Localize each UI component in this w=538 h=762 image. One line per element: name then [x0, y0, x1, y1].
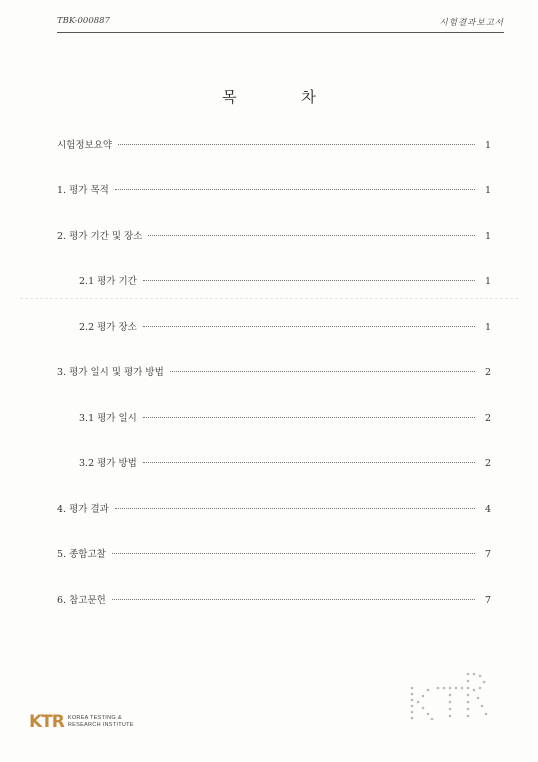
toc-entry-page: 7	[484, 595, 491, 606]
toc-entry-page: 2	[484, 458, 491, 469]
toc-leader-dots	[118, 144, 475, 145]
toc-entry-page: 2	[484, 367, 491, 378]
ktr-watermark-text: KTR	[408, 668, 411, 669]
toc-entry-page: 2	[484, 413, 491, 424]
document-type: 시험결과보고서	[439, 18, 504, 28]
scan-artifact-line	[20, 298, 518, 299]
toc-entry	[79, 410, 491, 424]
ktr-logo-line2: RESEARCH INSTITUTE	[67, 722, 134, 728]
toc-entry-label: 시험정보요약	[57, 140, 113, 151]
toc-leader-dots	[143, 417, 475, 418]
toc-entry-page: 1	[484, 276, 491, 287]
toc-entry	[57, 137, 491, 151]
toc-leader-dots	[115, 508, 475, 509]
toc-entry-page: 1	[484, 140, 491, 151]
toc-entry-label: 2. 평가 기간 및 장소	[57, 231, 143, 242]
toc-entry-page: 1	[484, 231, 491, 242]
document-id: TBK-000887	[57, 16, 110, 26]
ktr-logo-line1: KOREA TESTING &	[67, 715, 122, 721]
page-title: 목 차	[222, 88, 346, 106]
toc-entry	[79, 319, 491, 333]
toc-leader-dots	[148, 235, 475, 236]
toc-leader-dots	[170, 371, 475, 372]
toc-leader-dots	[115, 189, 475, 190]
toc-entry-page: 7	[484, 549, 491, 560]
toc-entry-label: 5. 종합고찰	[57, 549, 106, 560]
toc-leader-dots	[112, 599, 475, 600]
toc-entry-label: 6. 참고문헌	[57, 595, 106, 606]
toc-entry-label: 3. 평가 일시 및 평가 방법	[57, 367, 164, 378]
toc-entry	[79, 273, 491, 287]
ktr-logo	[29, 712, 134, 732]
toc-entry	[57, 546, 491, 560]
ktr-logo-mark: KTR	[29, 712, 64, 732]
toc-entry	[57, 182, 491, 196]
toc-leader-dots	[143, 326, 475, 327]
toc-entry-label: 1. 평가 목적	[57, 185, 109, 196]
toc-entry	[57, 364, 491, 378]
toc-entry-label: 2.1 평가 기간	[79, 276, 137, 287]
toc-entry-label: 2.2 평가 장소	[79, 322, 137, 333]
toc-entry-label: 3.2 평가 방법	[79, 458, 137, 469]
toc-leader-dots	[143, 462, 475, 463]
toc-entry	[79, 455, 491, 469]
toc-entry-page: 4	[484, 504, 491, 515]
toc-leader-dots	[143, 280, 475, 281]
toc-entry	[57, 228, 491, 242]
ktr-watermark-stamp	[408, 668, 490, 724]
toc-entry-page: 1	[484, 322, 491, 333]
page-header	[57, 16, 504, 33]
toc-entry-label: 3.1 평가 일시	[79, 413, 137, 424]
ktr-logo-text	[68, 715, 134, 729]
toc-leader-dots	[112, 553, 475, 554]
toc-entry-page: 1	[484, 185, 491, 196]
toc-entry-label: 4. 평가 결과	[57, 504, 109, 515]
toc-entry	[57, 592, 491, 606]
toc-entry	[57, 501, 491, 515]
